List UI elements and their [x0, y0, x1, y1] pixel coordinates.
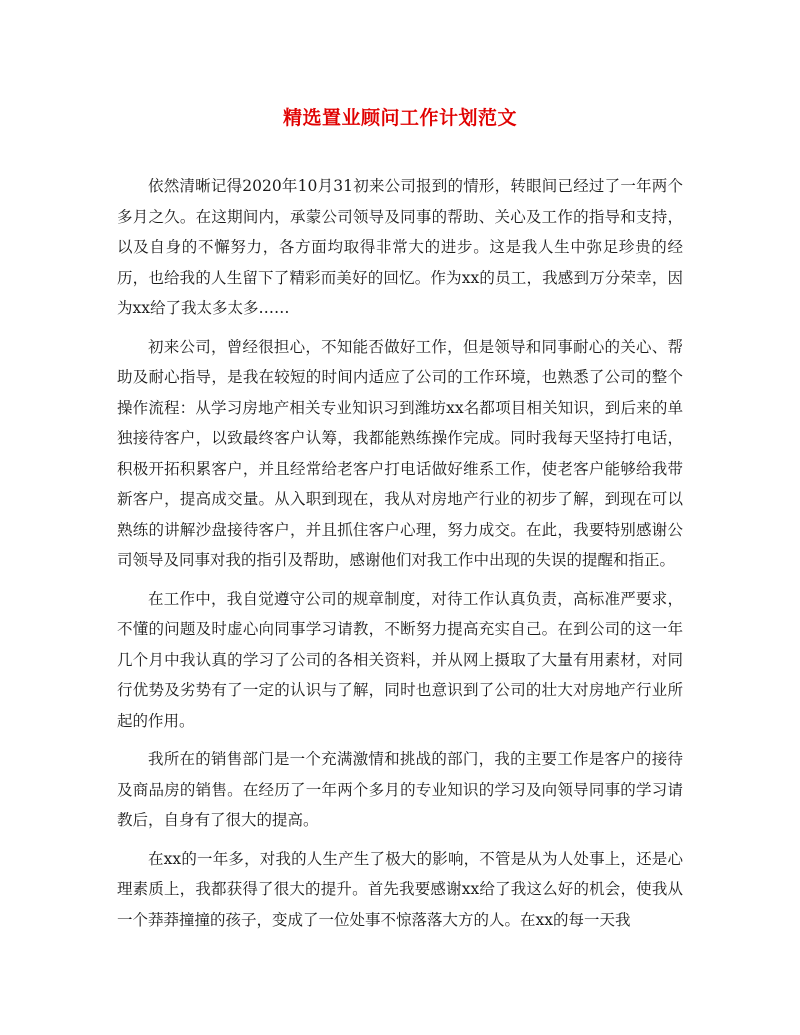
paragraph-2: 初来公司，曾经很担心，不知能否做好工作，但是领导和同事耐心的关心、帮助及耐心指导，是我在较短的时间内适应了公司的工作环境，也熟悉了公司的整个操作流程：从学习房地产相关专业知识习到潍坊xx名都项目相关知识，到后来的单独接待客户，以致最终客户认筹，我都能熟练操作完成。同时我每天坚持打电话，积极开拓积累客户，并且经常给老客户打电话做好维系工作，使老客户能够给我带新客户，提高成交量。从入职到现在，我从对房地产行业的初步了解，到现在可以熟练的讲解沙盘接待客户，并且抓住客户心理，努力成交。在此，我要特别感谢公司领导及同事对我的指引及帮助，感谢他们对我工作中出现的失误的提醒和指正。 — [117, 337, 683, 569]
document-title: 精选置业顾问工作计划范文 — [282, 107, 517, 129]
document-body — [117, 171, 683, 935]
paragraph-3: 在工作中，我自觉遵守公司的规章制度，对待工作认真负责，高标准严要求，不懂的问题及时虚心向同事学习请教，不断努力提高充实自己。在到公司的这一年几个月中我认真的学习了公司的各相关资料，并从网上摄取了大量有用素材，对同行优势及劣势有了一定的认识与了解，同时也意识到了公司的壮大对房地产行业所起的作用。 — [117, 589, 683, 730]
paragraph-5: 在xx的一年多，对我的人生产生了极大的影响，不管是从为人处事上，还是心理素质上，我都获得了很大的提升。首先我要感谢xx给了我这么好的机会，使我从一个莽莽撞撞的孩子，变成了一位处事不惊落落大方的人。在xx的每一天我 — [117, 849, 683, 929]
paragraph-4: 我所在的销售部门是一个充满激情和挑战的部门，我的主要工作是客户的接待及商品房的销售。在经历了一年两个多月的专业知识的学习及向领导同事的学习请教后，自身有了很大的提高。 — [117, 750, 683, 829]
paragraph-1: 依然清晰记得2020年10月31初来公司报到的情形，转眼间已经过了一年两个多月之久。在这期间内，承蒙公司领导及同事的帮助、关心及工作的指导和支持，以及自身的不懈努力，各方面均取得非常大的进步。这是我人生中弥足珍贵的经历，也给我的人生留下了精彩而美好的回忆。作为xx的员工，我感到万分荣幸，因为xx给了我太多太多…… — [117, 177, 683, 317]
